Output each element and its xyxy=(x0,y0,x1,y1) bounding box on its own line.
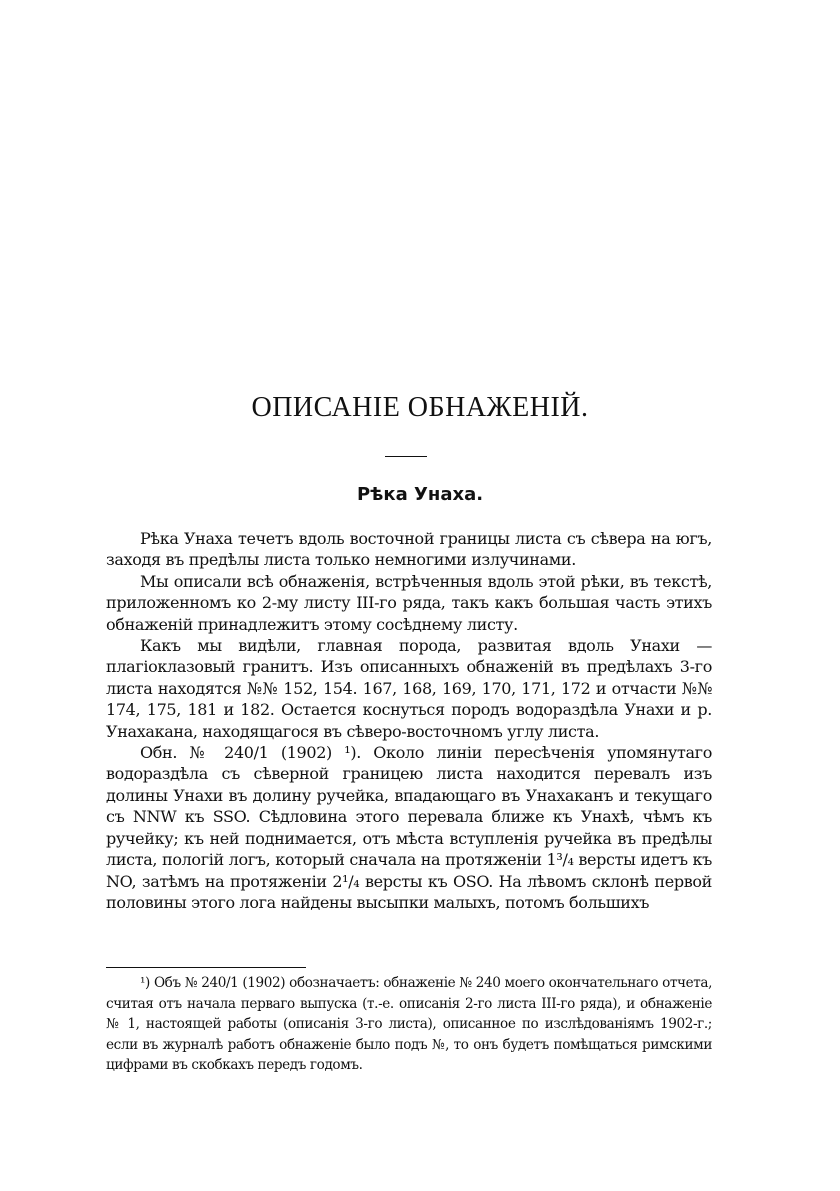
footnote-divider xyxy=(106,967,306,968)
paragraph: Мы описали всѣ обнаженія, встрѣченныя вдоль этой рѣки, въ текстѣ, приложенномъ ко 2-му листу III-го ряда, такъ какъ большая часть этихъ обнаженій принадлежитъ этому сосѣднему листу. xyxy=(106,571,712,634)
title-divider xyxy=(385,456,427,457)
paragraph: Рѣка Унаха течетъ вдоль восточной границы листа съ сѣвера на югъ, заходя въ предѣлы листа только немногими излучинами. xyxy=(106,529,712,570)
paragraph: Обн. № 240/1 (1902) ¹). Около линіи пересѣченія упомянутаго водораздѣла съ сѣверной границею листа находится перевалъ изъ долины Унахи въ долину ручейка, впадающаго въ Унахаканъ и текущаго съ NNW къ SSO. Сѣдловина этого перевала ближе къ Унахѣ, чѣмъ къ ручейку; къ ней поднимается, отъ мѣста вступленія ручейка въ предѣлы листа, пологій логъ, который сначала на протяженіи 1³/₄ версты идетъ къ NO, затѣмъ на протяженіи 2¹/₄ версты къ OSO. На лѣвомъ склонѣ первой половины этого лога найдены высыпки малыхъ, потомъ большихъ xyxy=(106,743,712,912)
page-title: ОПИСАНІЕ ОБНАЖЕНІЙ. xyxy=(251,392,589,423)
body-text xyxy=(106,528,712,913)
footnote: ¹) Объ № 240/1 (1902) обозначаетъ: обнаженіе № 240 моего окончательнаго отчета, считая отъ начала перваго выпуска (т.-е. описанія 2-го листа III-го ряда), и обнаженіе № 1, настоящей работы (описанія 3-го листа), описанное по изслѣдованіямъ 1902-г.; если въ журналѣ работъ обнаженіе было подъ №, то онъ будетъ помѣщаться римскими цифрами въ скобкахъ передъ годомъ. xyxy=(106,975,712,1074)
section-title: Рѣка Унаха. xyxy=(356,484,484,505)
paragraph: Какъ мы видѣли, главная порода, развитая вдоль Унахи — плагіоклазовый гранитъ. Изъ описанныхъ обнаженій въ предѣлахъ 3-го листа находятся №№ 152, 154. 167, 168, 169, 170, 171, 172 и отчасти №№ 174, 175, 181 и 182. Остается коснуться породъ водораздѣла Унахи и р. Унахакана, находящагося въ сѣверо-восточномъ углу листа. xyxy=(106,636,712,741)
